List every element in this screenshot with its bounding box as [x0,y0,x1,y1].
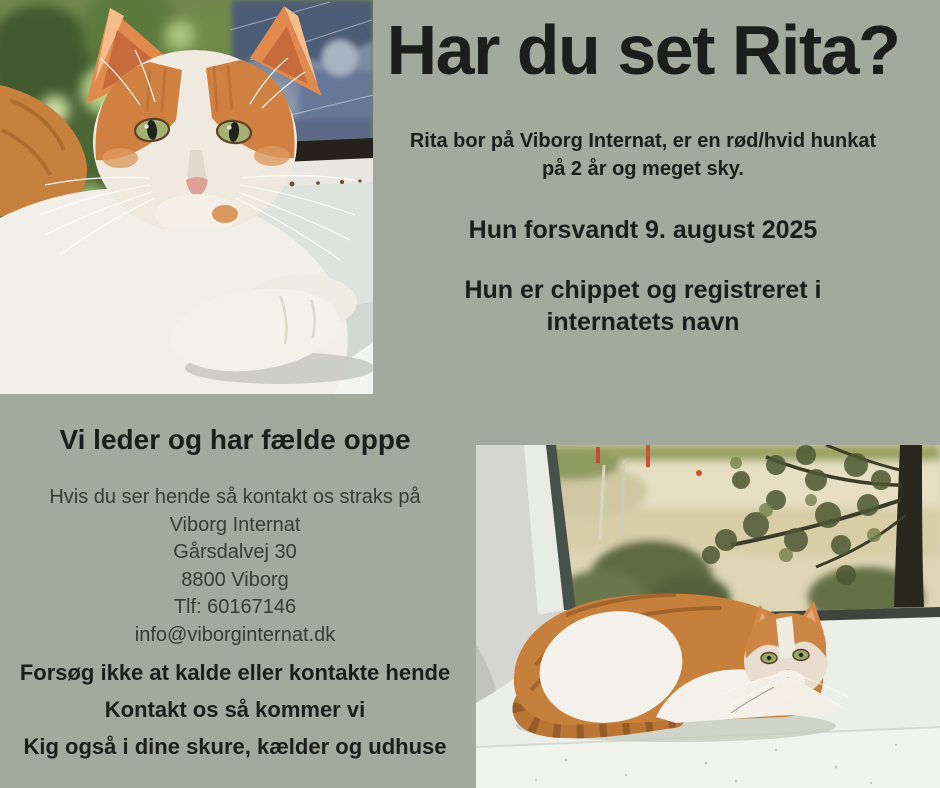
warning-block [0,654,470,765]
about-line-1: Rita bor på Viborg Internat, er en rød/hvid hunkat [409,130,877,152]
warning-line-2: Kontakt os så kommer vi [104,697,366,722]
chip-line-2: internatets navn [546,308,740,336]
cat-windowsill-illustration [476,445,940,788]
poster-title: Har du set Rita? [386,11,900,89]
contact-street: Gårsdalvej 30 [173,541,297,563]
contact-block [0,484,470,649]
warning-line-1: Forsøg ikke at kalde eller kontakte hende [19,660,451,685]
contact-org: Viborg Internat [169,513,301,536]
contact-phone: Tlf: 60167146 [173,596,297,618]
about-line-2: på 2 år og meget sky. [542,158,744,180]
disappeared-date-text: Hun forsvandt 9. august 2025 [468,216,818,244]
warning-line-3: Kig også i dine skure, kælder og udhuse [23,734,447,759]
cat-windowsill-photo [476,445,940,788]
contact-intro: Hvis du ser hende så kontakt os straks på [49,486,421,508]
chip-line-1: Hun er chippet og registreret i [464,276,822,304]
contact-city: 8800 Viborg [181,568,289,591]
search-heading: Vi leder og har fælde oppe [59,424,411,455]
contact-email: info@viborginternat.dk [134,623,336,646]
